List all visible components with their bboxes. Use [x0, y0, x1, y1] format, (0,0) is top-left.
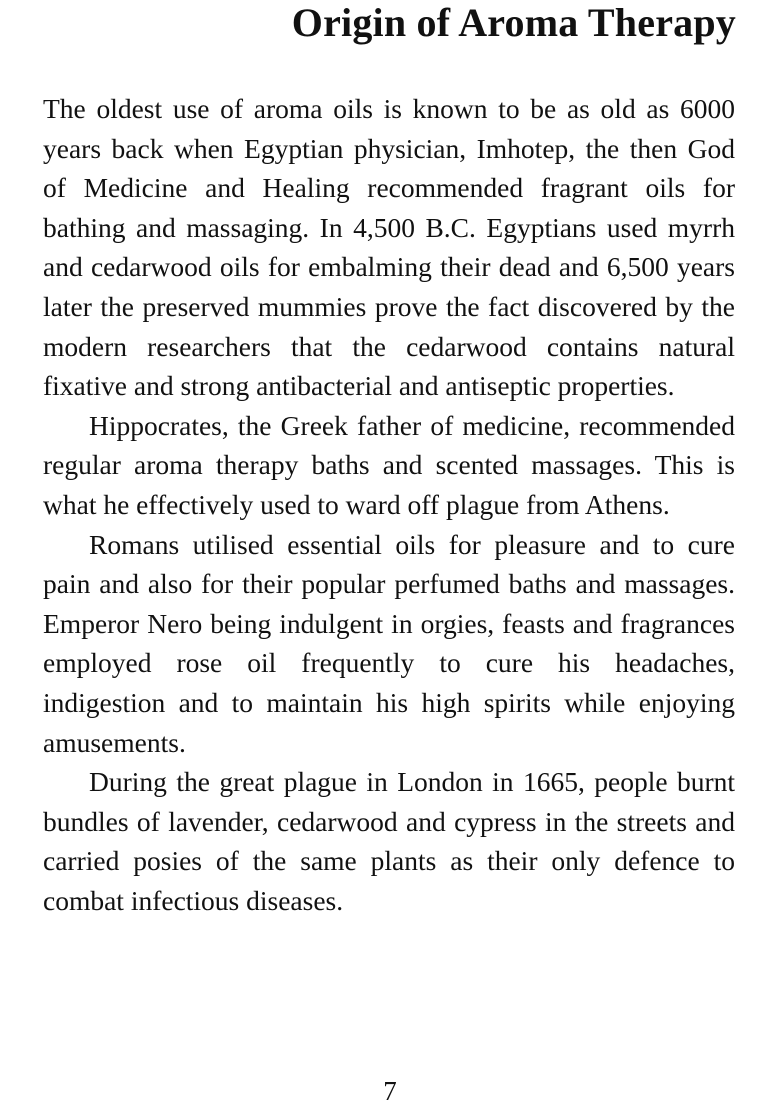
- paragraph-romans: Romans utilised essential oils for pleasure and to cure pain and also for their popular perfumed baths and massages. Emperor Nero being indulgent in orgies, feasts and fragrances employed rose oil frequently to cure his headaches, indigestion and to maintain his high spirits while enjoying amusements.: [43, 528, 735, 758]
- article-body: [43, 89, 735, 920]
- paragraph-imhotep: The oldest use of aroma oils is known to be as old as 6000 years back when Egyptian physician, Imhotep, the then God of Medicine and Healing recommended fragrant oils for bathing and massaging. In 4,500 B.C. Egyptians used myrrh and cedarwood oils for embalming their dead and 6,500 years later the preserved mummies prove the fact discovered by the modern researchers that the cedarwood contains natural fixative and strong antibacterial and antiseptic properties.: [43, 93, 735, 402]
- paragraph-london-plague: During the great plague in London in 1665, people burnt bundles of lavender, cedarwood and cypress in the streets and carried posies of the same plants as their only defence to combat infectious diseases.: [43, 766, 735, 916]
- page-number: 7: [383, 1076, 397, 1106]
- page-title: Origin of Aroma Therapy: [291, 0, 736, 45]
- paragraph-hippocrates: Hippocrates, the Greek father of medicine, recommended regular aroma therapy baths and scented massages. This is what he effectively used to ward off plague from Athens.: [43, 409, 735, 520]
